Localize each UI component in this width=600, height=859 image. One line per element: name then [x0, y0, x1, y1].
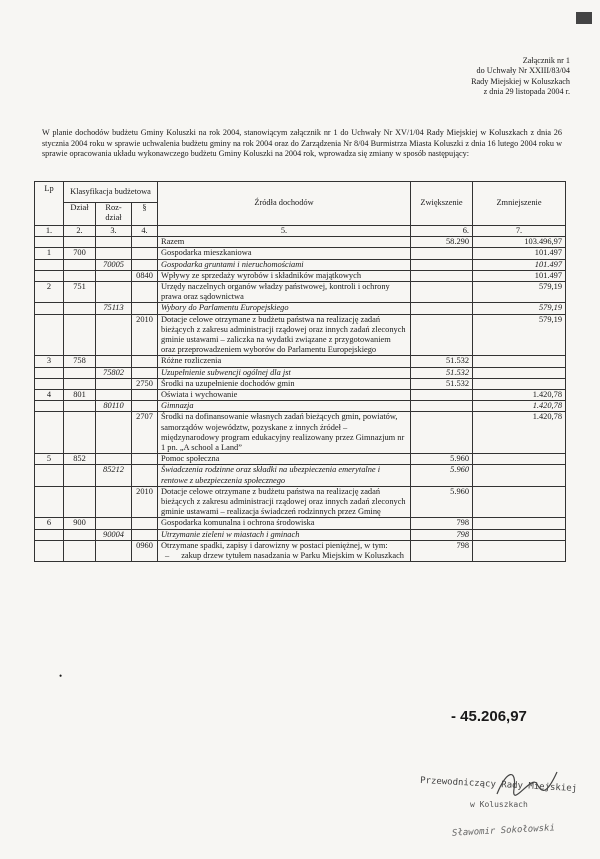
source-text: Gimnazja — [158, 401, 411, 412]
dzial-code — [64, 486, 96, 518]
dzial-code — [64, 270, 96, 281]
rozdzial-code — [96, 518, 132, 529]
rozdzial-code: 80110 — [96, 401, 132, 412]
zmniejszenie-value — [473, 518, 566, 529]
rozdzial-code: 85212 — [96, 465, 132, 486]
par-code: 2010 — [132, 314, 158, 356]
dash-marker: – — [165, 551, 170, 561]
source-text: Gospodarka komunalna i ochrona środowiska — [158, 518, 411, 529]
zmniejszenie-value: 101.497 — [473, 259, 566, 270]
table-row — [35, 356, 566, 367]
num-cell: 3. — [96, 226, 132, 237]
lp-cell — [35, 378, 64, 389]
lp-cell: 2 — [35, 282, 64, 303]
table-row — [35, 454, 566, 465]
par-code — [132, 465, 158, 486]
rozdzial-code — [96, 390, 132, 401]
table-row — [35, 529, 566, 540]
source-text: Świadczenia rodzinne oraz składki na ubezpieczenia emerytalne i rentowe z ubezpieczenia społecznego — [158, 465, 411, 486]
rozdzial-code — [96, 314, 132, 356]
budget-rows — [35, 248, 566, 540]
par-code — [132, 303, 158, 314]
par-code: 2750 — [132, 378, 158, 389]
source-text — [158, 540, 411, 561]
resolution-number: do Uchwały Nr XXIII/83/04 — [476, 66, 570, 76]
table-row — [35, 303, 566, 314]
zmniejszenie-value: 1.420,78 — [473, 390, 566, 401]
resolution-date: z dnia 29 listopada 2004 r. — [483, 87, 570, 97]
dzial-code: 801 — [64, 390, 96, 401]
zwiekszenie-value — [411, 259, 473, 270]
source-text: Dotacje celowe otrzymane z budżetu państwa na realizację zadań bieżących z zakresu administracji rządowej oraz innych zadań zleconych gminie ustawami – realizacja świadczeń rodzinnych przez Gminę — [158, 486, 411, 518]
zwiekszenie-value: 798 — [411, 540, 473, 561]
dzial-code — [64, 367, 96, 378]
zwiekszenie-value: 5.960 — [411, 486, 473, 518]
dzial-code — [64, 314, 96, 356]
par-code — [132, 454, 158, 465]
par-code: 0840 — [132, 270, 158, 281]
stamp-title: Przewodniczący Rady Miejskiej — [419, 775, 578, 795]
source-text: Oświata i wychowanie — [158, 390, 411, 401]
rozdzial-code — [96, 248, 132, 259]
table-row — [35, 465, 566, 486]
dzial-code — [64, 412, 96, 454]
table-row — [35, 282, 566, 303]
table-row — [35, 248, 566, 259]
dzial-code — [64, 529, 96, 540]
zmniejszenie-value — [473, 486, 566, 518]
dzial-code: 852 — [64, 454, 96, 465]
col-zmniejszenie: Zmniejszenie — [473, 182, 566, 226]
table-row — [35, 486, 566, 518]
par-code — [132, 356, 158, 367]
intro-paragraph: W planie dochodów budżetu Gminy Koluszki na rok 2004, stanowiącym załącznik nr 1 do Uchwały Nr XV/1/04 Rady Miejskiej w Koluszkach z dnia 26 stycznia 2004 roku w sprawie uchwalenia budżetu gminy na rok 2004 oraz do Zarządzenia Nr 8/04 Burmistrza Miasta Koluszki z dnia 16 lutego 2004 roku w sprawie opracowania układu wykonawczego budżetu Gminy Koluszki na 2004 rok, wprowadza się zmiany w sposób następujący: — [42, 128, 562, 158]
zmniejszenie-value — [473, 378, 566, 389]
rozdzial-code — [96, 378, 132, 389]
zmniejszenie-value: 579,19 — [473, 314, 566, 356]
zwiekszenie-value: 5.960 — [411, 465, 473, 486]
rozdzial-code: 90004 — [96, 529, 132, 540]
par-code — [132, 401, 158, 412]
lp-cell — [35, 412, 64, 454]
zwiekszenie-value: 51.532 — [411, 356, 473, 367]
col-dzial: Dział — [64, 203, 96, 226]
last-row — [35, 540, 566, 561]
num-cell: 1. — [35, 226, 64, 237]
source-text: Urzędy naczelnych organów władzy państwowej, kontroli i ochrony prawa oraz sądownictwa — [158, 282, 411, 303]
zwiekszenie-value — [411, 248, 473, 259]
numbering-row — [35, 226, 566, 237]
table-row — [35, 412, 566, 454]
zmniejszenie-value: 1.420,78 — [473, 401, 566, 412]
lp-cell — [35, 314, 64, 356]
source-text: Środki na dofinansowanie własnych zadań bieżących gmin, powiatów, samorządów województw, pozyskane z innych źródeł – międzynarodowy program edukacyjny realizowany przez Gimnazjum nr 1 pn. „A school a Land” — [158, 412, 411, 454]
dzial-code: 900 — [64, 518, 96, 529]
table-row — [35, 401, 566, 412]
lp-cell — [35, 401, 64, 412]
source-text: Pomoc społeczna — [158, 454, 411, 465]
zmniejszenie-value: 579,19 — [473, 303, 566, 314]
table-row — [35, 270, 566, 281]
lp-cell — [35, 259, 64, 270]
dzial-code: 751 — [64, 282, 96, 303]
table-row — [35, 367, 566, 378]
annex-header — [410, 56, 570, 98]
zmniejszenie-value: 1.420,78 — [473, 412, 566, 454]
zwiekszenie-value — [411, 314, 473, 356]
zwiekszenie-value — [411, 401, 473, 412]
source-text: Dotacje celowe otrzymane z budżetu państwa na realizację zadań bieżących z zakresu administracji rządowej oraz innych zadań zleconych gminie ustawami – zaliczka na wydatki związane z przygotowaniem oraz przeprowadzeniem wyborów do Parlamentu Europejskiego — [158, 314, 411, 356]
source-text: Środki na uzupełnienie dochodów gmin — [158, 378, 411, 389]
num-cell: 6. — [411, 226, 473, 237]
lp-cell: 6 — [35, 518, 64, 529]
council-name: Rady Miejskiej w Koluszkach — [471, 76, 570, 86]
col-paragraf: § — [132, 203, 158, 226]
source-text: Różne rozliczenia — [158, 356, 411, 367]
zwiekszenie-value — [411, 303, 473, 314]
rozdzial-code — [96, 412, 132, 454]
par-code — [132, 390, 158, 401]
zwiekszenie-value — [411, 390, 473, 401]
num-cell: 5. — [158, 226, 411, 237]
zmniejszenie-value — [473, 454, 566, 465]
razem-label: Razem — [158, 237, 411, 248]
par-code — [132, 282, 158, 303]
lp-cell — [35, 465, 64, 486]
budget-table — [34, 181, 566, 562]
zwiekszenie-value — [411, 412, 473, 454]
zwiekszenie-value: 51.532 — [411, 367, 473, 378]
rozdzial-code — [96, 270, 132, 281]
zwiekszenie-value — [411, 282, 473, 303]
rozdzial-code: 75113 — [96, 303, 132, 314]
table-row — [35, 259, 566, 270]
col-lp: Lp — [35, 182, 64, 226]
lp-cell: 4 — [35, 390, 64, 401]
table-row — [35, 518, 566, 529]
stamp-town: w Koluszkach — [470, 800, 528, 809]
source-text: Wpływy ze sprzedaży wyrobów i składników majątkowych — [158, 270, 411, 281]
dzial-code — [64, 378, 96, 389]
col-zwiekszenie: Zwiększenie — [411, 182, 473, 226]
lp-cell: 1 — [35, 248, 64, 259]
par-code — [132, 367, 158, 378]
zwiekszenie-value: 798 — [411, 518, 473, 529]
rozdzial-code: 75802 — [96, 367, 132, 378]
total-sum: - 45.206,97 — [451, 708, 527, 725]
zwiekszenie-value: 5.960 — [411, 454, 473, 465]
zmniejszenie-value: 101.497 — [473, 270, 566, 281]
par-code — [132, 529, 158, 540]
header-row — [35, 182, 566, 203]
par-code — [132, 259, 158, 270]
bullet-mark: • — [59, 671, 63, 681]
table-row — [35, 390, 566, 401]
stamp-name: Sławomir Sokołowski — [451, 823, 556, 839]
par-code — [132, 518, 158, 529]
source-text: Gospodarka gruntami i nieruchomościami — [158, 259, 411, 270]
rozdzial-code — [96, 282, 132, 303]
col-zrodla: Źródła dochodów — [158, 182, 411, 226]
zmniejszenie-value — [473, 465, 566, 486]
lp-cell — [35, 303, 64, 314]
rozdzial-code: 70005 — [96, 259, 132, 270]
zmniejszenie-value: 579,19 — [473, 282, 566, 303]
dzial-code — [64, 465, 96, 486]
zmniejszenie-value — [473, 529, 566, 540]
lp-cell — [35, 529, 64, 540]
num-cell: 4. — [132, 226, 158, 237]
table-row — [35, 314, 566, 356]
lp-cell: 3 — [35, 356, 64, 367]
rozdzial-code — [96, 454, 132, 465]
lp-cell — [35, 367, 64, 378]
source-text: Wybory do Parlamentu Europejskiego — [158, 303, 411, 314]
source-main: Otrzymane spadki, zapisy i darowizny w postaci pieniężnej, w tym: — [161, 540, 388, 550]
zmniejszenie-value — [473, 367, 566, 378]
zmniejszenie-value: 101.497 — [473, 248, 566, 259]
par-code: 0960 — [132, 540, 158, 561]
num-cell: 7. — [473, 226, 566, 237]
scan-mark — [576, 12, 592, 24]
dzial-code — [64, 259, 96, 270]
num-cell: 2. — [64, 226, 96, 237]
col-klasyfikacja: Klasyfikacja budżetowa — [64, 182, 158, 203]
source-text: Gospodarka mieszkaniowa — [158, 248, 411, 259]
par-code: 2010 — [132, 486, 158, 518]
annex-number: Załącznik nr 1 — [522, 56, 570, 65]
source-text: Uzupełnienie subwencji ogólnej dla jst — [158, 367, 411, 378]
dzial-code — [64, 401, 96, 412]
par-code: 2707 — [132, 412, 158, 454]
dzial-code — [64, 303, 96, 314]
razem-zmniejszenie: 103.496,97 — [473, 237, 566, 248]
zwiekszenie-value: 51.532 — [411, 378, 473, 389]
source-sub: zakup drzew tytułem nasadzania w Parku Miejskim w Koluszkach — [181, 551, 404, 561]
lp-cell — [35, 270, 64, 281]
dzial-code: 700 — [64, 248, 96, 259]
col-rozdzial: Roz-dział — [96, 203, 132, 226]
par-code — [132, 248, 158, 259]
lp-cell: 5 — [35, 454, 64, 465]
zwiekszenie-value: 798 — [411, 529, 473, 540]
razem-row — [35, 237, 566, 248]
dzial-code: 758 — [64, 356, 96, 367]
lp-cell — [35, 486, 64, 518]
rozdzial-code — [96, 486, 132, 518]
razem-zwiekszenie: 58.290 — [411, 237, 473, 248]
zmniejszenie-value — [473, 356, 566, 367]
source-text: Utrzymanie zieleni w miastach i gminach — [158, 529, 411, 540]
rozdzial-code — [96, 356, 132, 367]
table-row — [35, 378, 566, 389]
zwiekszenie-value — [411, 270, 473, 281]
